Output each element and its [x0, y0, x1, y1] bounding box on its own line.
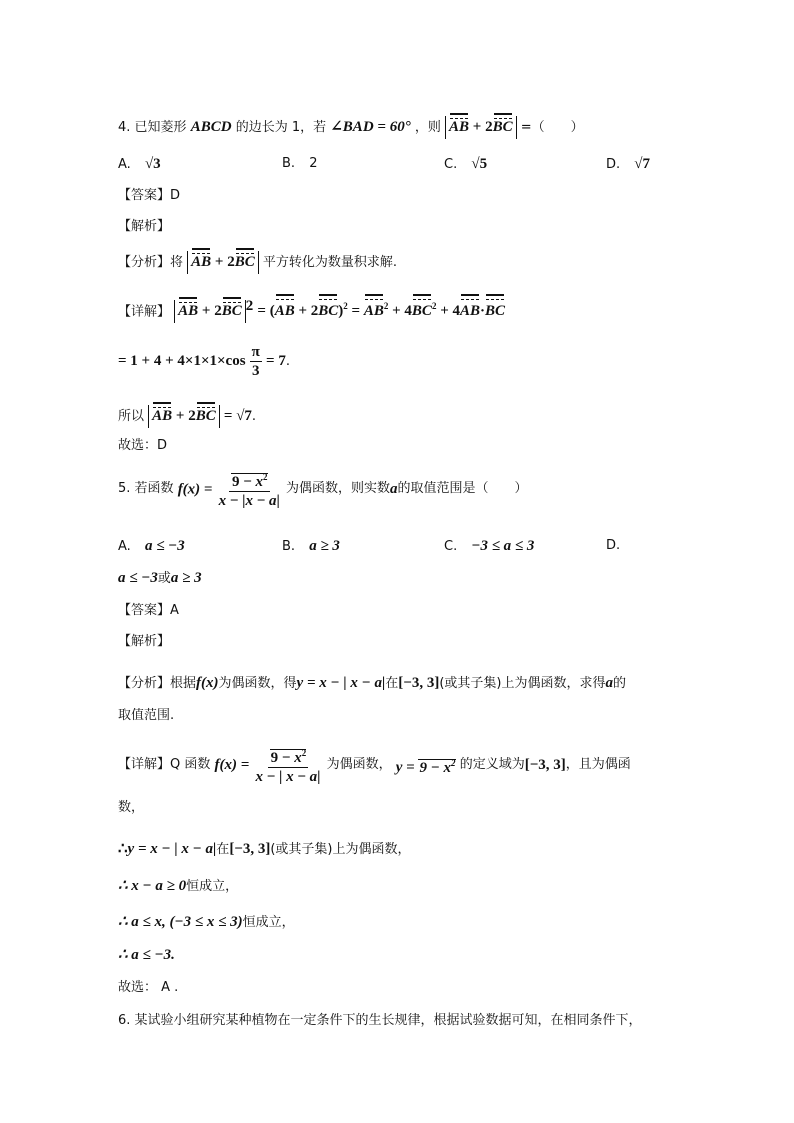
q5-step4: ∴ a ≤ −3. — [118, 947, 175, 963]
q5-guxuan: 故选： A . — [118, 980, 179, 995]
q4-option-d: D. √7 — [606, 156, 651, 172]
q4-vector-norm: AB + 2BC — [445, 116, 517, 139]
q5-option-a: A. a ≤ −3 — [118, 538, 185, 554]
q5-xiangjie-line2: 数， — [118, 800, 145, 815]
q4-answer: 【答案】D — [118, 188, 181, 203]
q5-stem: 5. 若函数 f(x) = $\frac{9 - x^2}{x - |x - a|}$ 为偶函数，则实数a的取值范围是（ ） — [118, 468, 528, 510]
q5-function: f(x) = $\frac{9 - x^2}{x - |x - a|}$ — [178, 482, 286, 497]
q5-fenxi: 【分析】根据f(x)为偶函数，得y = x − | x − a|在[−3, 3](或其子集)上为偶函数，求得a的 — [118, 675, 627, 691]
q4-guxuan: 故选：D — [118, 438, 168, 453]
q4-suoyi-norm: AB + 2BC — [148, 405, 220, 428]
q4-analysis-title: 【解析】 — [118, 219, 171, 234]
q4-fenxi-norm: AB + 2BC — [187, 251, 259, 274]
q4-stem-prefix: 4. 已知菱形 — [118, 120, 187, 135]
q4-stem — [118, 112, 584, 143]
q4-xiangjie: 【详解】 AB + 2BC $^2 = (AB + 2BC)^2 = AB^2 + 4BC^2 + 4AB\cdot BC$ — [118, 292, 505, 326]
q4-option-c: C. √5 — [444, 156, 488, 172]
q5-option-b: B. a ≥ 3 — [282, 538, 340, 554]
q4-stem-suffix: =（ ） — [520, 120, 584, 135]
q4-xj-norm: AB + 2BC — [174, 300, 246, 323]
q4-option-b: B. 2 — [282, 156, 318, 171]
q5-step3: ∴ a ≤ x, (−3 ≤ x ≤ 3)恒成立， — [118, 914, 295, 930]
q5-option-d: D. — [606, 538, 621, 553]
q4-stem-mid2: ，则 — [414, 120, 441, 135]
q4-angle: ∠BAD = 60° — [330, 119, 411, 135]
q5-answer: 【答案】A — [118, 603, 179, 618]
q4-xj-expansion: = $(AB + 2BC)^2 = AB^2 + 4BC^2 + 4AB\cdot BC$ — [257, 303, 505, 319]
q5-option-c: C. −3 ≤ a ≤ 3 — [444, 538, 535, 554]
q5-step1: ∴y = x − | x − a|在[−3, 3](或其子集)上为偶函数， — [118, 841, 411, 857]
q4-abcd: ABCD — [190, 119, 232, 135]
q4-stem-mid1: 的边长为 1，若 — [235, 120, 327, 135]
q5-fenxi-line2: 取值范围. — [118, 708, 175, 723]
q4-calc: = 1 + 4 + 4×1×1×cos $\frac{\pi}{3}$ = 7. — [118, 344, 290, 379]
q5-analysis-title: 【解析】 — [118, 634, 171, 649]
q4-option-a: A. √3 — [118, 156, 161, 172]
q5-xiangjie: 【详解】Q 函数 f(x) = $\frac{9 - x^2}{x - | x - a|}$ 为偶函数， $y = 9 - x^2$ 的定义域为[−3, 3]，且为偶函 — [118, 744, 631, 786]
q4-calc-frac: $\frac{\pi}{3}$ — [251, 344, 260, 379]
q5-option-d-value: a ≤ −3或a ≥ 3 — [118, 570, 202, 586]
q5-step2: ∴ x − a ≥ 0恒成立， — [118, 878, 239, 894]
q4-suoyi: 所以 AB + 2BC = √7. — [118, 403, 256, 430]
q6-stem: 6. 某试验小组研究某种植物在一定条件下的生长规律，根据试验数据可知，在相同条件下， — [118, 1013, 642, 1028]
q4-fenxi: 【分析】将 AB + 2BC 平方转化为数量积求解. — [118, 250, 397, 276]
